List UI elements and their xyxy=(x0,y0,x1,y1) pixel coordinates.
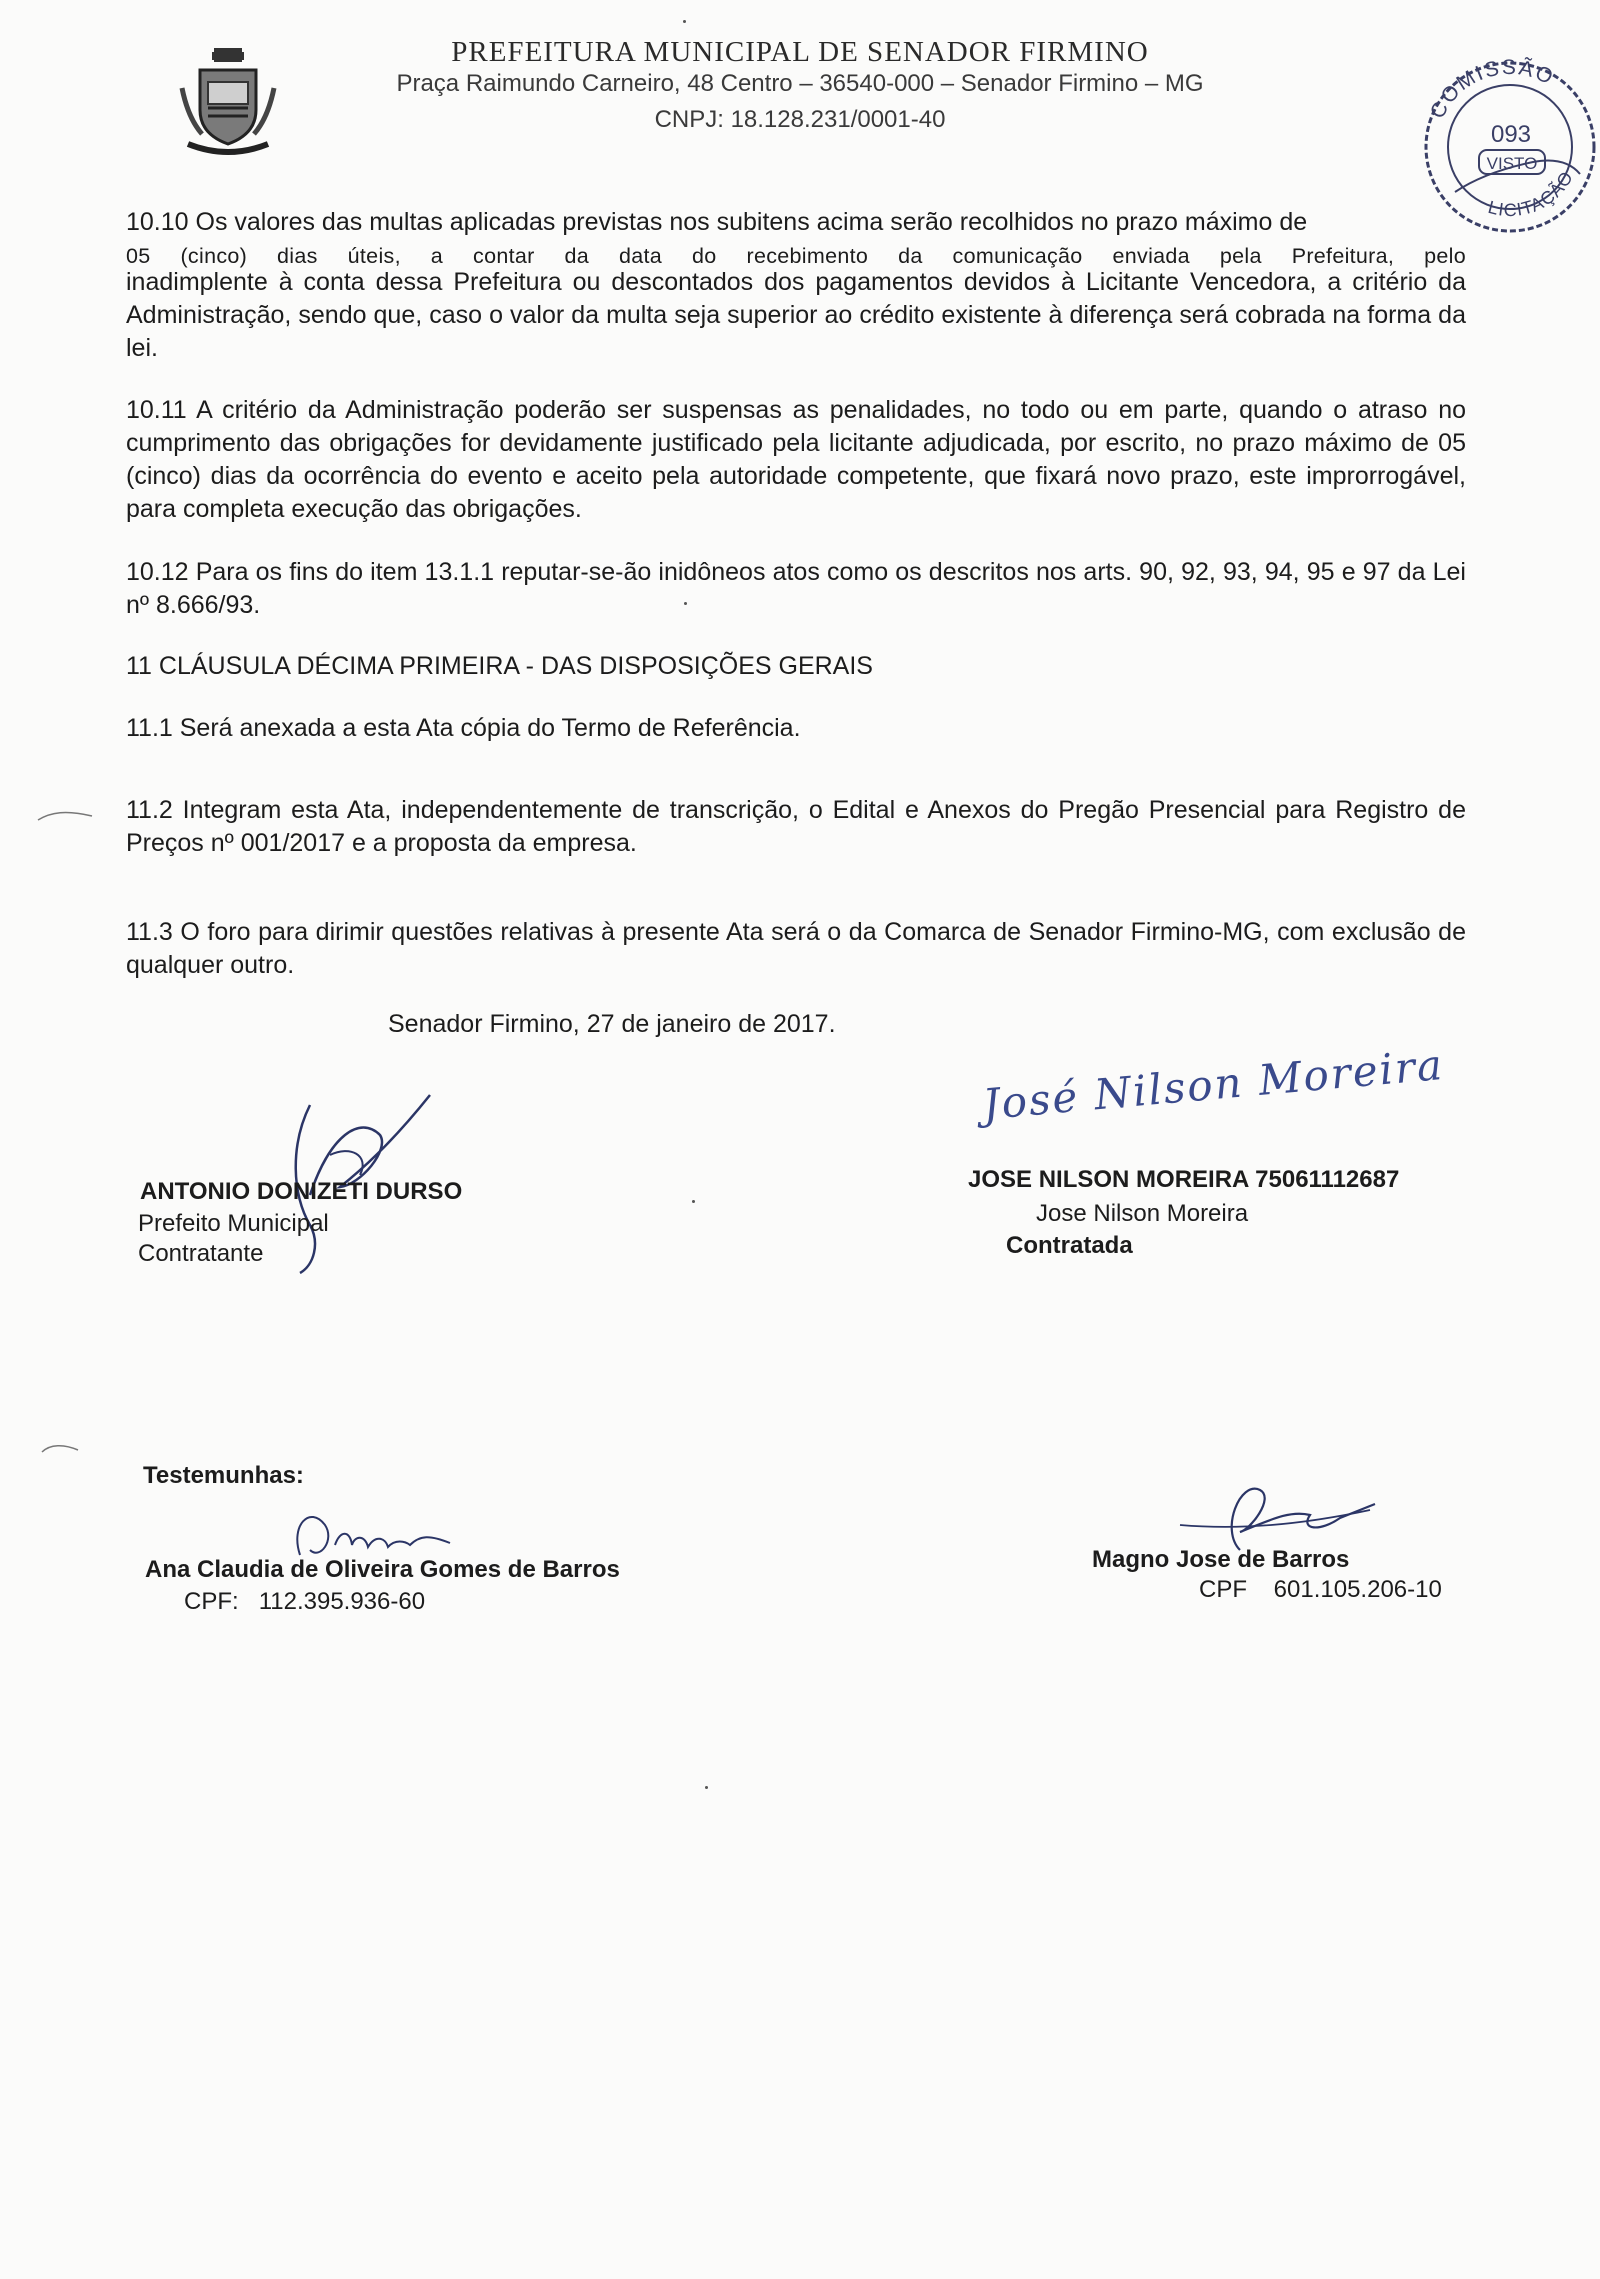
witness-1-name: Ana Claudia de Oliveira Gomes de Barros xyxy=(145,1556,620,1583)
clause-10-10-line-2: 05 (cinco) dias úteis, a contar da data do recebimento da comunicação enviada pela Prefeitura, pelo xyxy=(126,244,1466,268)
margin-mark xyxy=(36,806,96,826)
witness-1-cpf-label: CPF: xyxy=(184,1588,239,1615)
clause-11-1: 11.1 Será anexada a esta Ata cópia do Termo de Referência. xyxy=(126,714,801,742)
clause-10-11: 10.11 A critério da Administração poderão ser suspensas as penalidades, no todo ou em parte, quando o atraso no cumprimento das obrigações for devidamente justificado pela licitante adjudicada, por escrito, no prazo máximo de 05 (cinco) dias da ocorrência do evento e aceito pela autoridade competente, que fixará novo prazo, este improrrogável, para completa execução das obrigações. xyxy=(126,396,1466,523)
scan-speck xyxy=(705,1786,708,1789)
clause-10-10-line-1: 10.10 Os valores das multas aplicadas previstas nos subitens acima serão recolhidos no prazo máximo de xyxy=(126,208,1308,236)
clause-11-heading: 11 CLÁUSULA DÉCIMA PRIMEIRA - DAS DISPOSIÇÕES GERAIS xyxy=(126,652,873,680)
right-signatory-party: Contratada xyxy=(1006,1232,1133,1259)
right-signatory-person: Jose Nilson Moreira xyxy=(1036,1200,1249,1227)
mayor-signature xyxy=(270,1075,450,1275)
header-title: PREFEITURA MUNICIPAL DE SENADOR FIRMINO xyxy=(451,36,1149,68)
clause-11-2: 11.2 Integram esta Ata, independentemente de transcrição, o Edital e Anexos do Pregão Presencial para Registro de Preços nº 001/2017 e a proposta da empresa. xyxy=(126,796,1466,857)
svg-text:COMISSÃO xyxy=(1426,55,1558,122)
scan-speck xyxy=(684,602,687,605)
header-address: Praça Raimundo Carneiro, 48 Centro – 36540-000 – Senador Firmino – MG xyxy=(396,70,1204,97)
left-signatory-role: Prefeito Municipal xyxy=(138,1210,329,1237)
clause-10-12: 10.12 Para os fins do item 13.1.1 reputar-se-ão inidôneos atos como os descritos nos arts. 90, 92, 93, 94, 95 e 97 da Lei nº 8.666/93. xyxy=(126,558,1466,619)
left-signatory-party: Contratante xyxy=(138,1240,264,1267)
right-signatory-name: JOSE NILSON MOREIRA 75061112687 xyxy=(968,1166,1400,1193)
stamp-middle-text: VISTO xyxy=(1486,154,1538,173)
witness-1-cpf: 112.395.936-60 xyxy=(258,1588,426,1615)
witness-2-cpf-label: CPF xyxy=(1199,1576,1247,1603)
stamp-bottom-text: LICITAÇÃO xyxy=(1486,167,1578,221)
clause-10-10-rest: inadimplente à conta dessa Prefeitura ou descontados dos pagamentos devidos à Licitante Vencedora, a critério da Administração, sendo que, caso o valor da multa seja superior ao crédito existente à diferença será cobrada na forma da lei. xyxy=(126,268,1466,362)
margin-mark xyxy=(40,1440,80,1460)
witness-2-name: Magno Jose de Barros xyxy=(1092,1546,1350,1573)
witnesses-label: Testemunhas: xyxy=(143,1462,304,1489)
stamp-top-text: COMISSÃO xyxy=(1425,55,1559,123)
stamp-number: 093 xyxy=(1490,121,1532,148)
contractor-handwritten-signature: José Nilson Moreira xyxy=(980,1039,1446,1130)
witness-2-cpf-row xyxy=(1199,1576,1442,1604)
date-line: Senador Firmino, 27 de janeiro de 2017. xyxy=(388,1010,836,1038)
clause-11-3: 11.3 O foro para dirimir questões relativas à presente Ata será o da Comarca de Senador Firmino-MG, com exclusão de qualquer outro. xyxy=(126,918,1466,979)
witness-2-cpf: 601.105.206-10 xyxy=(1273,1576,1442,1603)
left-signatory-name: ANTONIO DONIZETI DURSO xyxy=(140,1178,463,1205)
witness-1-cpf-row xyxy=(184,1588,425,1616)
header-cnpj: CNPJ: 18.128.231/0001-40 xyxy=(654,106,946,133)
scan-speck xyxy=(683,20,686,23)
scan-speck xyxy=(692,1200,695,1203)
